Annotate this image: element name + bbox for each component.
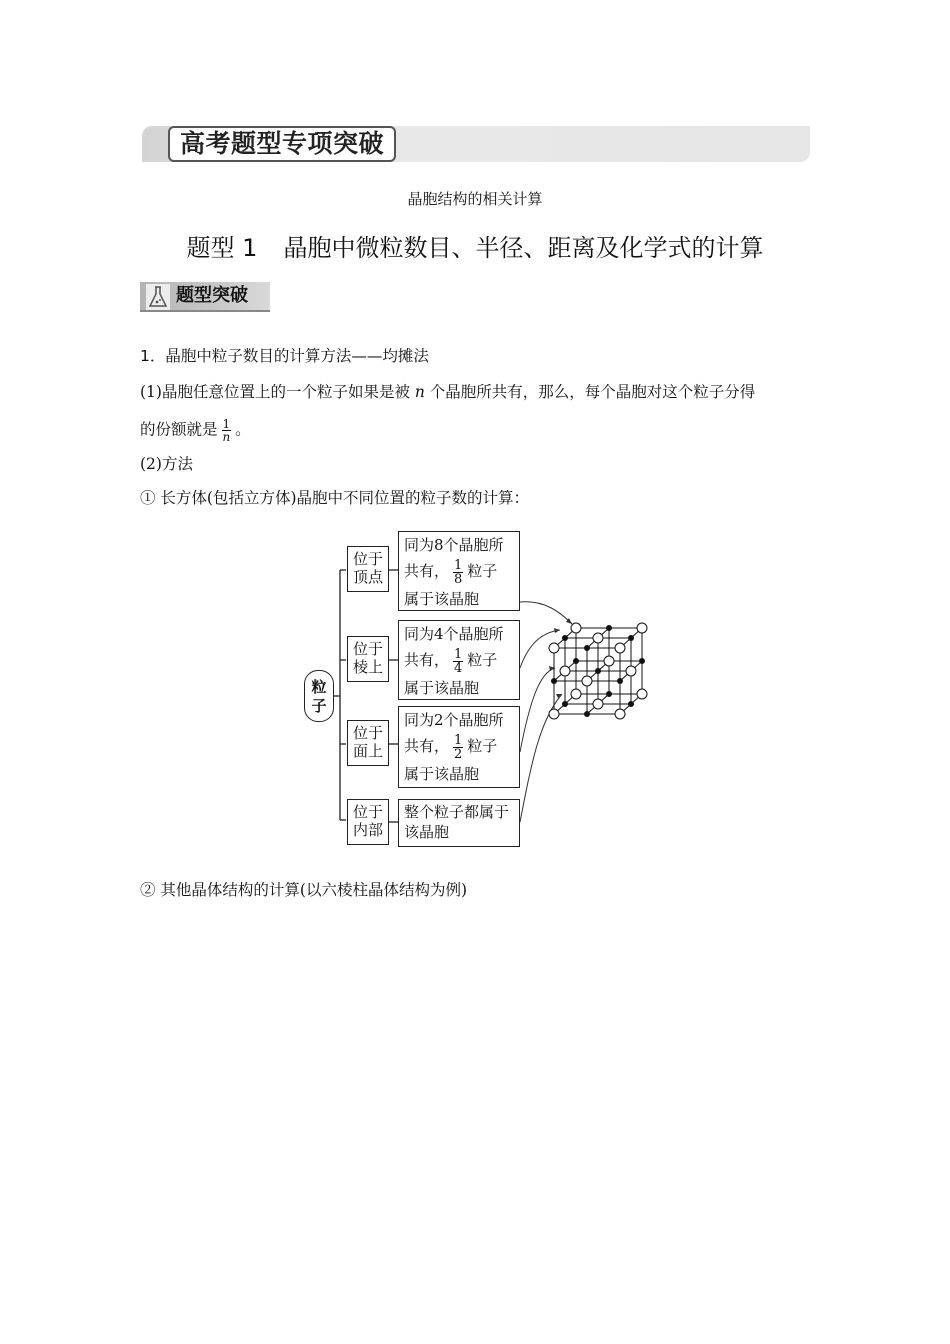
description-line: 属于该晶胞	[404, 678, 480, 697]
fraction-denominator: 8	[454, 571, 463, 587]
description-text: 共有，	[404, 737, 450, 755]
variable-n: n	[414, 383, 425, 401]
description-line	[404, 647, 519, 675]
description-box-edge	[398, 620, 520, 700]
description-text: 共有，	[404, 562, 450, 580]
fraction	[453, 559, 463, 586]
position-label: 位于	[352, 724, 383, 742]
description-line: 属于该晶胞	[404, 589, 480, 608]
paragraph-text: 。	[235, 420, 251, 439]
fraction-numerator: 1	[454, 732, 463, 748]
position-label: 面上	[352, 742, 383, 760]
description-line: 整个粒子都属于	[404, 803, 510, 821]
heading-number: 题型 1	[186, 234, 258, 262]
description-box-vertex	[398, 531, 520, 611]
banner-title: 高考题型专项突破	[168, 126, 396, 162]
fraction	[453, 648, 463, 675]
position-label: 位于	[352, 550, 383, 568]
paragraph-cuboid: ① 长方体(包括立方体)晶胞中不同位置的粒子数的计算：	[140, 489, 530, 507]
fraction-denominator: 4	[454, 660, 463, 676]
fraction-numerator: 1	[454, 646, 463, 662]
paragraph-text: (1)晶胞任意位置上的一个粒子如果是被	[140, 383, 415, 401]
fraction-denominator: n	[222, 430, 231, 444]
description-text: 共有，	[404, 651, 450, 669]
paragraph-method: (2)方法	[140, 455, 193, 473]
description-line	[404, 558, 519, 586]
position-label: 顶点	[352, 568, 383, 586]
fraction-numerator: 1	[222, 417, 231, 431]
position-box-edge	[347, 636, 389, 682]
description-line	[404, 733, 519, 761]
paragraph-hexagonal: ② 其他晶体结构的计算(以六棱柱晶体结构为例)	[140, 881, 468, 899]
fraction-numerator: 1	[454, 557, 463, 573]
position-label: 内部	[352, 821, 383, 839]
description-box-interior	[398, 799, 520, 847]
fraction	[453, 734, 463, 761]
position-box-vertex	[347, 546, 389, 592]
tree-connectors	[334, 570, 398, 822]
diagram-root-label: 粒子	[311, 678, 327, 715]
pointer-arrows	[520, 602, 572, 822]
description-line: 同为8个晶胞所	[404, 536, 504, 554]
description-box-face	[398, 706, 520, 788]
description-text: 粒子	[467, 562, 498, 580]
description-line: 属于该晶胞	[404, 764, 480, 783]
method-heading: 1．晶胞中粒子数目的计算方法——均摊法	[140, 347, 429, 365]
description-text: 粒子	[467, 737, 498, 755]
fraction-denominator: 2	[454, 746, 463, 762]
diagram-root	[304, 670, 334, 722]
paragraph-text: 的份额就是	[140, 420, 218, 439]
position-label: 位于	[352, 640, 383, 658]
paragraph-text: 个晶胞所共有，那么，每个晶胞对这个粒子分得	[424, 383, 756, 401]
page-subtitle: 晶胞结构的相关计算	[407, 190, 543, 208]
position-box-face	[347, 720, 389, 766]
heading-text: 晶胞中微粒数目、半径、距离及化学式的计算	[283, 234, 764, 262]
description-line: 该晶胞	[404, 823, 450, 841]
description-line: 同为2个晶胞所	[404, 711, 504, 729]
description-line: 同为4个晶胞所	[404, 625, 504, 643]
section-tag-label: 题型突破	[176, 285, 248, 306]
position-label: 棱上	[352, 658, 383, 676]
arrow-heads	[549, 618, 572, 698]
description-text: 粒子	[467, 651, 498, 669]
position-label: 位于	[352, 803, 383, 821]
position-box-interior	[347, 799, 389, 845]
